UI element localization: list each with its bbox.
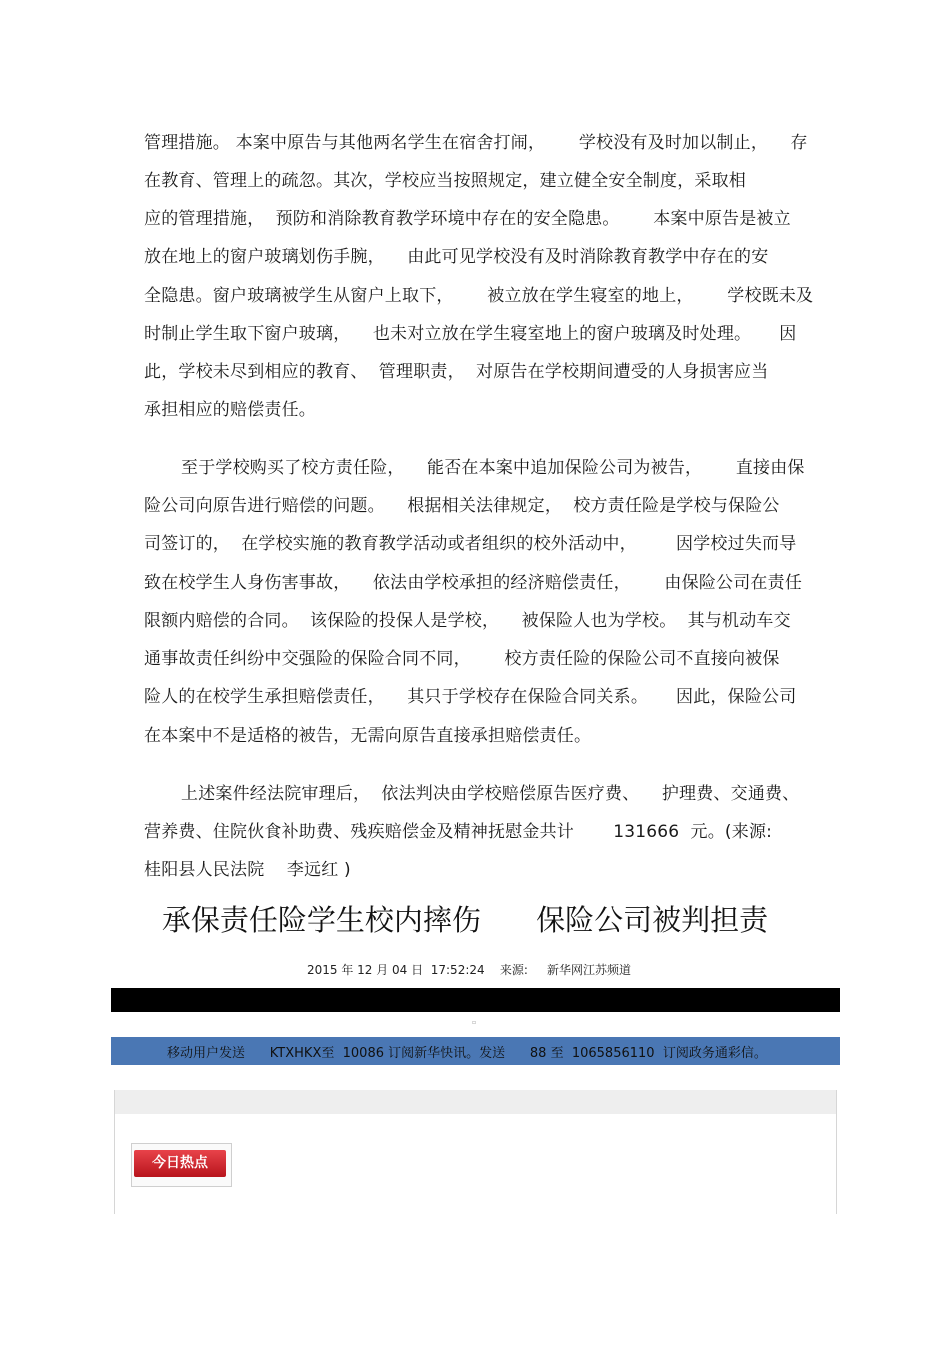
paragraph-2-line-4: 致在校学生人身伤害事故， 依法由学校承担的经济赔偿责任， 由保险公司在责任 [144, 573, 803, 593]
paragraph-3-line-1: 上述案件经法院审理后， 依法判决由学校赔偿原告医疗费、 护理费、交通费、 [181, 784, 800, 804]
article-meta: 2015 年 12 月 04 日 17:52:24 来源: 新华网江苏频道 [306, 963, 632, 977]
paragraph-1-line-1: 管理措施。 本案中原告与其他两名学生在宿舍打闹， 学校没有及时加以制止， 存 [144, 133, 808, 153]
paragraph-1-line-3: 应的管理措施， 预防和消除教育教学环境中存在的安全隐患。 本案中原告是被立 [144, 209, 791, 229]
article-title: 承保责任险学生校内摔伤 保险公司被判担责 [161, 903, 769, 937]
paragraph-1-line-4: 放在地上的窗户玻璃划伤手腕， 由此可见学校没有及时消除教育教学中存在的安 [144, 247, 769, 267]
paragraph-2-line-8: 在本案中不是适格的被告，无需向原告直接承担赔偿责任。 [144, 726, 592, 746]
paragraph-3-line-3: 桂阳县人民法院 李远红 ) [144, 860, 351, 880]
paragraph-2-line-7: 险人的在校学生承担赔偿责任， 其只于学校存在保险合同关系。 因此，保险公司 [144, 687, 797, 707]
hot-news-panel-header [115, 1090, 836, 1114]
subscription-text: 移动用户发送 KTXHKX至 10086 订阅新华快讯。发送 88 至 1065856110 订阅政务通彩信。 [167, 1046, 767, 1061]
paragraph-1-line-6: 时制止学生取下窗户玻璃， 也未对立放在学生寝室地上的窗户玻璃及时处理。 因 [144, 324, 797, 344]
paragraph-2-line-5: 限额内赔偿的合同。 该保险的投保人是学校， 被保险人也为学校。 其与机动车交 [144, 611, 791, 631]
paragraph-1-line-7: 此，学校未尽到相应的教育、 管理职责， 对原告在学校期间遭受的人身损害应当 [144, 362, 769, 382]
paragraph-2-line-1: 至于学校购买了校方责任险， 能否在本案中追加保险公司为被告， 直接由保 [181, 458, 805, 478]
paragraph-2-line-3: 司签订的， 在学校实施的教育教学活动或者组织的校外活动中， 因学校过失而导 [144, 534, 797, 554]
paragraph-2-line-6: 通事故责任纠纷中交强险的保险合同不同， 校方责任险的保险公司不直接向被保 [144, 649, 780, 669]
today-hot-badge[interactable]: 今日热点 [134, 1150, 226, 1177]
paragraph-1-line-5: 全隐患。窗户玻璃被学生从窗户上取下， 被立放在学生寝室的地上， 学校既未及 [144, 286, 814, 306]
paragraph-3-line-2: 营养费、住院伙食补助费、残疾赔偿金及精神抚慰金共计 131666 元。(来源: [144, 822, 773, 842]
paragraph-2-line-2: 险公司向原告进行赔偿的问题。 根据相关法律规定， 校方责任险是学校与保险公 [144, 496, 780, 516]
small-marker: ▫ [472, 1019, 477, 1026]
black-banner [111, 988, 840, 1012]
paragraph-1-line-2: 在教育、管理上的疏忽。其次，学校应当按照规定，建立健全安全制度，采取相 [144, 171, 746, 191]
paragraph-1-line-8: 承担相应的赔偿责任。 [144, 400, 316, 420]
